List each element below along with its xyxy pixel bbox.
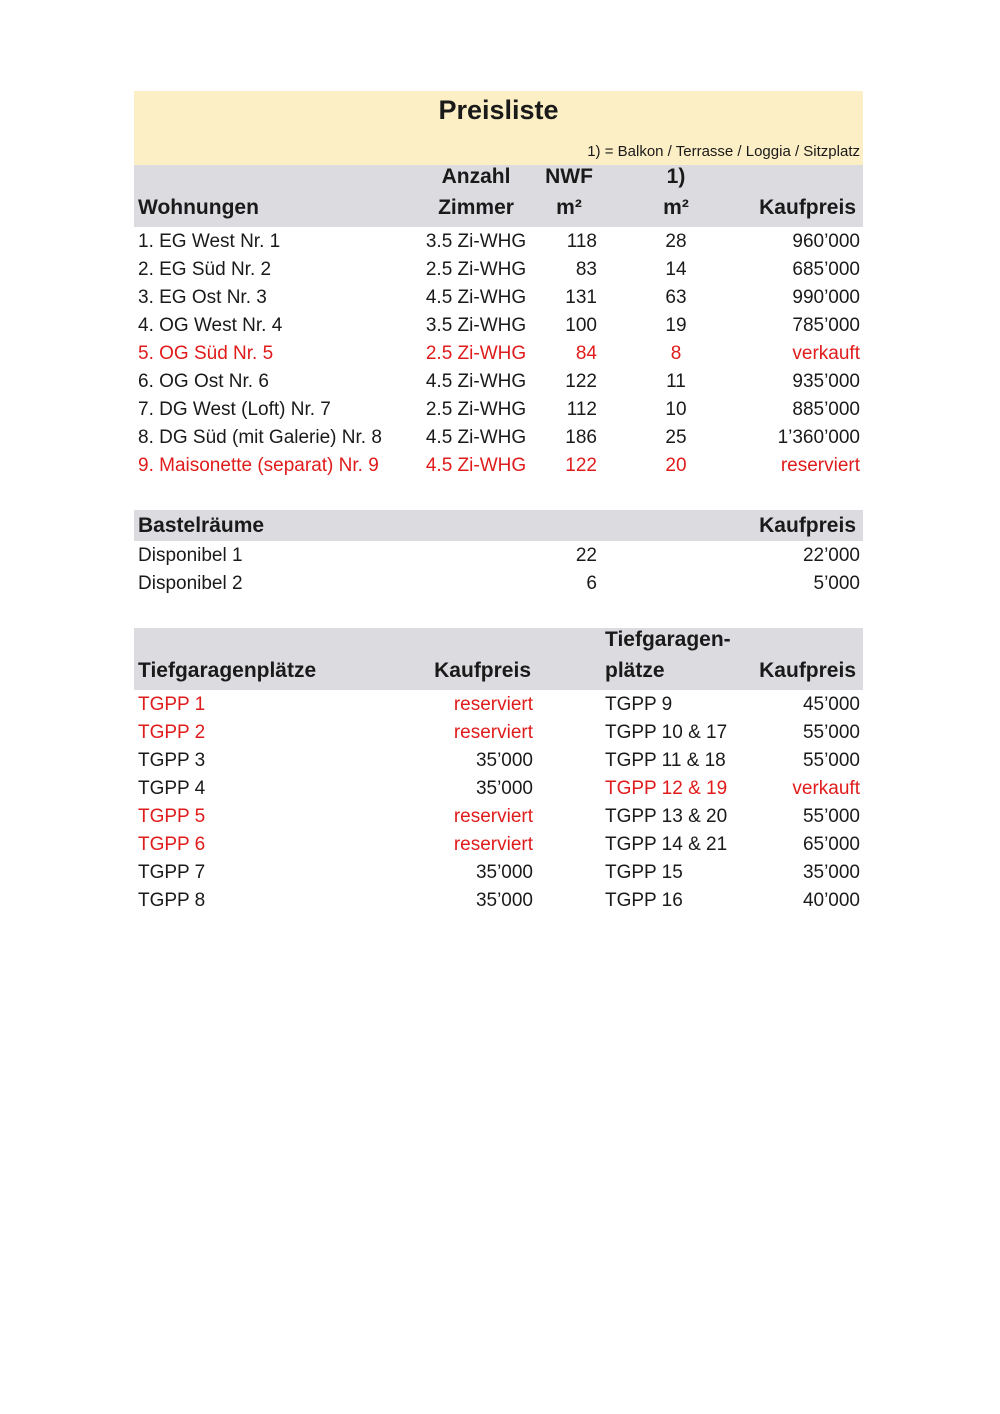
tgpp-left-kaufpreis: 35’000: [475, 778, 533, 799]
tiefgarage-header-right-name-top: Tiefgaragen-: [605, 628, 731, 651]
bastelraum-row: [134, 542, 863, 570]
title-block: [134, 91, 863, 165]
wohnung-name: 3. EG Ost Nr. 3: [138, 287, 267, 308]
tiefgarage-row: [134, 691, 863, 719]
wohnung-aussenflaeche: 20: [665, 455, 687, 476]
wohnung-row: [134, 368, 863, 396]
wohnung-row: [134, 340, 863, 368]
wohnung-name: 5. OG Süd Nr. 5: [138, 343, 274, 364]
wohnungen-header-preis: Kaufpreis: [759, 196, 856, 219]
wohnung-kaufpreis: verkauft: [792, 343, 860, 364]
tgpp-left-name: TGPP 5: [138, 806, 206, 827]
wohnungen-table-body: [134, 227, 863, 480]
tiefgarage-row: [134, 803, 863, 831]
wohnung-row: [134, 312, 863, 340]
wohnung-zimmer: 4.5 Zi-WHG: [425, 455, 527, 476]
wohnung-nwf: 186: [565, 427, 597, 448]
wohnung-row: [134, 284, 863, 312]
tgpp-left-name: TGPP 3: [138, 750, 206, 771]
tgpp-left-kaufpreis: 35’000: [475, 890, 533, 911]
wohnungen-header-aussen-bottom: m²: [663, 196, 689, 219]
wohnung-row: [134, 424, 863, 452]
bastelraeume-header-preis: Kaufpreis: [759, 514, 856, 537]
footnote: 1) = Balkon / Terrasse / Loggia / Sitzplatz: [587, 143, 860, 160]
wohnungen-header-zimmer-bottom: Zimmer: [438, 196, 514, 219]
tgpp-right-kaufpreis: 55’000: [802, 806, 860, 827]
wohnungen-header-aussen-top: 1): [666, 165, 686, 188]
wohnung-nwf: 122: [565, 371, 597, 392]
wohnung-zimmer: 4.5 Zi-WHG: [425, 287, 527, 308]
wohnung-nwf: 118: [566, 231, 597, 252]
wohnungen-header-nwf-top: NWF: [545, 165, 593, 188]
tiefgarage-row: [134, 831, 863, 859]
wohnungen-header-nwf-bottom: m²: [556, 196, 582, 219]
wohnungen-header-zimmer-top: Anzahl: [441, 165, 511, 188]
wohnung-aussenflaeche: 63: [665, 287, 687, 308]
tgpp-left-name: TGPP 6: [138, 834, 206, 855]
wohnung-zimmer: 2.5 Zi-WHG: [425, 399, 527, 420]
wohnung-name: 7. DG West (Loft) Nr. 7: [138, 399, 331, 420]
tiefgarage-header-right-name-bottom: plätze: [605, 659, 665, 682]
tgpp-right-name: TGPP 11 & 18: [605, 750, 726, 771]
wohnung-zimmer: 2.5 Zi-WHG: [425, 343, 527, 364]
tiefgarage-table-body: [134, 690, 863, 915]
wohnungen-header-name: Wohnungen: [138, 196, 259, 219]
wohnung-nwf: 122: [565, 455, 597, 476]
tgpp-right-kaufpreis: 55’000: [802, 722, 860, 743]
page-title: Preisliste: [438, 95, 559, 125]
wohnung-kaufpreis: 935’000: [792, 371, 860, 392]
tgpp-right-name: TGPP 12 & 19: [605, 778, 728, 799]
bastelraum-flaeche: 6: [586, 573, 597, 594]
bastelraeume-header: [134, 510, 863, 541]
wohnung-nwf: 112: [566, 399, 597, 420]
wohnung-nwf: 83: [575, 259, 597, 280]
tgpp-left-name: TGPP 1: [138, 694, 206, 715]
tgpp-right-name: TGPP 9: [605, 694, 673, 715]
bastelraum-kaufpreis: 5’000: [813, 573, 860, 594]
tiefgarage-header-right-preis: Kaufpreis: [759, 659, 856, 682]
tgpp-right-name: TGPP 16: [605, 890, 683, 911]
bastelraum-name: Disponibel 2: [138, 573, 243, 594]
tgpp-right-name: TGPP 10 & 17: [605, 722, 728, 743]
wohnung-zimmer: 4.5 Zi-WHG: [425, 371, 527, 392]
price-list-sheet: [134, 91, 863, 915]
tgpp-left-name: TGPP 4: [138, 778, 206, 799]
tiefgarage-row: [134, 719, 863, 747]
bastelraeume-header-name: Bastelräume: [138, 514, 265, 537]
tgpp-right-kaufpreis: verkauft: [792, 778, 860, 799]
bastelraeume-table-body: [134, 541, 863, 598]
wohnung-row: [134, 228, 863, 256]
wohnung-kaufpreis: 785’000: [792, 315, 860, 336]
tiefgarage-row: [134, 859, 863, 887]
wohnung-kaufpreis: 960’000: [792, 231, 860, 252]
tgpp-right-name: TGPP 15: [605, 862, 683, 883]
wohnung-kaufpreis: 1’360’000: [777, 427, 860, 448]
wohnung-name: 8. DG Süd (mit Galerie) Nr. 8: [138, 427, 382, 448]
tiefgarage-row: [134, 887, 863, 915]
wohnung-name: 4. OG West Nr. 4: [138, 315, 283, 336]
wohnung-row: [134, 396, 863, 424]
bastelraum-name: Disponibel 1: [138, 545, 243, 566]
tgpp-right-name: TGPP 14 & 21: [605, 834, 728, 855]
wohnung-kaufpreis: 885’000: [792, 399, 860, 420]
wohnung-nwf: 100: [565, 315, 597, 336]
wohnung-name: 1. EG West Nr. 1: [138, 231, 281, 252]
tgpp-right-kaufpreis: 65’000: [802, 834, 860, 855]
wohnung-aussenflaeche: 19: [665, 315, 687, 336]
wohnung-zimmer: 4.5 Zi-WHG: [425, 427, 527, 448]
bastelraum-flaeche: 22: [575, 545, 597, 566]
tgpp-left-name: TGPP 7: [138, 862, 206, 883]
tgpp-left-kaufpreis: reserviert: [453, 722, 533, 743]
wohnung-aussenflaeche: 25: [665, 427, 687, 448]
wohnungen-header: [134, 165, 863, 227]
wohnung-aussenflaeche: 11: [666, 371, 686, 392]
tiefgarage-header-left-name: Tiefgaragenplätze: [138, 659, 317, 682]
wohnung-aussenflaeche: 8: [670, 343, 682, 364]
tgpp-left-kaufpreis: reserviert: [453, 806, 533, 827]
tgpp-left-name: TGPP 2: [138, 722, 206, 743]
wohnung-name: 9. Maisonette (separat) Nr. 9: [138, 455, 379, 476]
tgpp-left-kaufpreis: 35’000: [475, 862, 533, 883]
tgpp-left-kaufpreis: reserviert: [453, 694, 533, 715]
tiefgarage-row: [134, 775, 863, 803]
wohnung-aussenflaeche: 28: [665, 231, 687, 252]
wohnung-nwf: 84: [575, 343, 597, 364]
wohnung-kaufpreis: 685’000: [792, 259, 860, 280]
wohnung-kaufpreis: reserviert: [780, 455, 860, 476]
tiefgarage-header-left-preis: Kaufpreis: [434, 659, 531, 682]
wohnung-row: [134, 452, 863, 480]
wohnung-aussenflaeche: 10: [665, 399, 687, 420]
tgpp-right-kaufpreis: 45’000: [802, 694, 860, 715]
bastelraum-kaufpreis: 22’000: [802, 545, 860, 566]
tgpp-left-name: TGPP 8: [138, 890, 206, 911]
tiefgarage-header: [134, 628, 863, 690]
wohnung-zimmer: 3.5 Zi-WHG: [425, 231, 527, 252]
tiefgarage-row: [134, 747, 863, 775]
wohnung-name: 2. EG Süd Nr. 2: [138, 259, 272, 280]
wohnung-zimmer: 3.5 Zi-WHG: [425, 315, 527, 336]
tgpp-right-name: TGPP 13 & 20: [605, 806, 728, 827]
tgpp-left-kaufpreis: reserviert: [453, 834, 533, 855]
wohnung-row: [134, 256, 863, 284]
tgpp-right-kaufpreis: 40’000: [802, 890, 860, 911]
wohnung-zimmer: 2.5 Zi-WHG: [425, 259, 527, 280]
wohnung-name: 6. OG Ost Nr. 6: [138, 371, 269, 392]
tgpp-left-kaufpreis: 35’000: [475, 750, 533, 771]
bastelraum-row: [134, 570, 863, 598]
tgpp-right-kaufpreis: 55’000: [802, 750, 860, 771]
tgpp-right-kaufpreis: 35’000: [802, 862, 860, 883]
wohnung-kaufpreis: 990’000: [792, 287, 860, 308]
wohnung-nwf: 131: [565, 287, 597, 308]
wohnung-aussenflaeche: 14: [665, 259, 687, 280]
